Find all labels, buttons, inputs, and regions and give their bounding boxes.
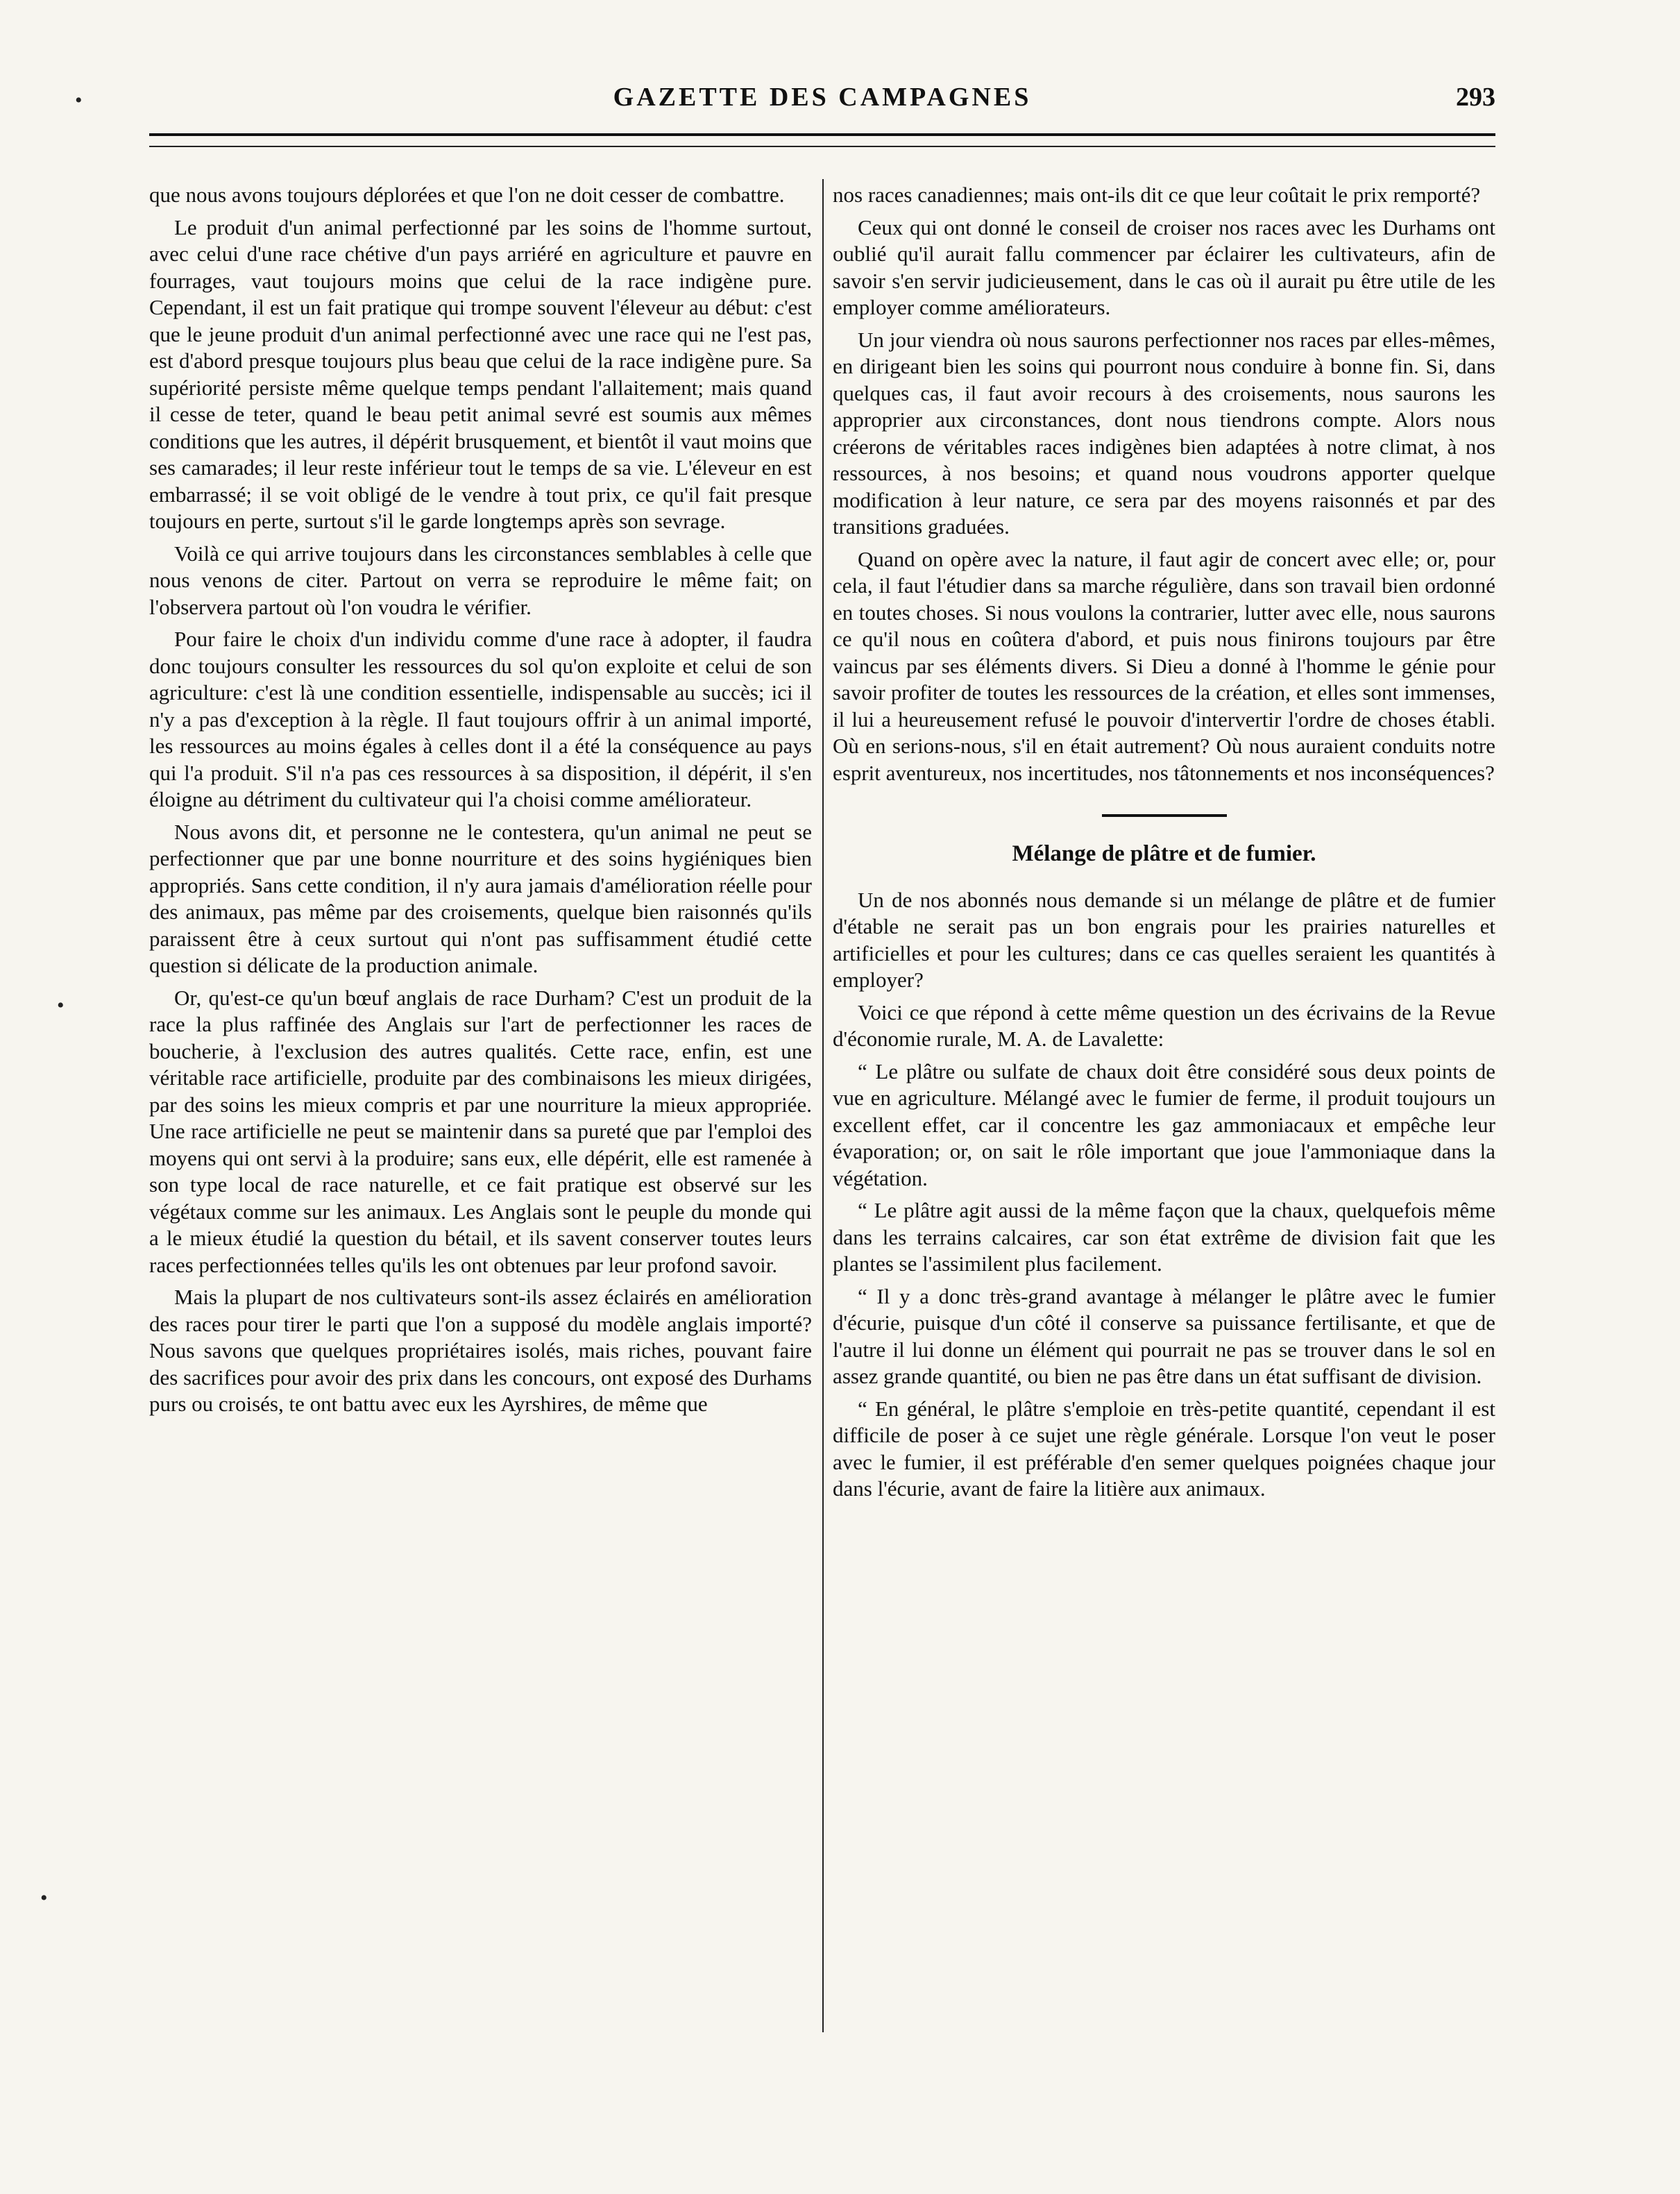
paragraph: Quand on opère avec la nature, il faut agir de concert avec elle; or, pour cela, il faut l'étudier dans sa marche régulière, dans son travail bien ordonné en toutes choses. Si nous voulons la contrarier, lutter avec elle, nous saurons ce qu'il nous en coûtera d'abord, et puis nous finirons toujours par être vaincus par ses éléments divers. Si Dieu a donné à l'homme le génie pour savoir profiter de toutes les ressources de la création, et elles sont immenses, il lui a heureusement refusé le pouvoir d'intervertir l'ordre de choses établi. Où en serions-nous, s'il en était autrement? Où nous auraient conduits notre esprit aventureux, nos incertitudes, nos tâtonnements et nos inconséquences? [833, 546, 1495, 785]
paragraph: “ Le plâtre agit aussi de la même façon que la chaux, quelquefois même dans les terrains calcaires, car son état extrême de division fait que les plantes se l'assimilent plus facilement. [833, 1198, 1495, 1276]
paragraph: Mais la plupart de nos cultivateurs sont-ils assez éclairés en amélioration des races pour tirer le parti que l'on a supposé du modèle anglais importé? Nous savons que quelques propriétaires isolés, mais riches, pouvant faire des sacrifices pour avoir des prix dans les concours, ont exposé des Durhams purs ou croisés, te ont battu avec eux les Ayrshires, de même que [149, 1285, 812, 1416]
paragraph: Un jour viendra où nous saurons perfectionner nos races par elles-mêmes, en dirigeant bien les soins qui pourront nous conduire à bonne fin. Si, dans quelques cas, il faut avoir recours à des croisements, nous saurons les approprier aux circonstances, dont nous tiendrons compte. Alors nous créerons de véritables races indigènes bien adaptées à notre climat, à nos ressources, à nos besoins; et quand nous voudrons apporter quelque modification à leur nature, ce sera par des moyens raisonnés et par des transitions graduées. [833, 327, 1495, 539]
paragraph: nos races canadiennes; mais ont-ils dit ce que leur coûtait le prix remporté? [833, 183, 1481, 207]
paragraph: Nous avons dit, et personne ne le contestera, qu'un animal ne peut se perfectionner que par une bonne nourriture et des soins hygiéniques bien appropriés. Sans cette condition, il n'y aura jamais d'amélioration réelle pour des animaux, pas même par des croisements, quelque bien raisonnés qu'ils paraissent être à ceux surtout qui n'ont pas suffisamment étudié cette question si délicate de la production animale. [149, 819, 812, 977]
margin-mark: • [40, 1887, 48, 1909]
page-number: 293 [1456, 83, 1495, 112]
section-title: Mélange de plâtre et de fumier. [1012, 841, 1316, 866]
publication-title: GAZETTE DES CAMPAGNES [613, 83, 1032, 112]
section-separator [1102, 814, 1227, 817]
header-rule-thin [149, 146, 1495, 147]
page-header [149, 82, 1495, 117]
paragraph: Voici ce que répond à cette même question un des écrivains de la Revue d'économie rurale, M. A. de Lavalette: [833, 999, 1495, 1051]
left-column [149, 182, 812, 2014]
margin-mark: • [75, 89, 83, 112]
paragraph: Un de nos abonnés nous demande si un mélange de plâtre et de fumier d'étable ne serait pas un bon engrais pour les prairies naturelles et artificielles et pour les cultures; dans ce cas quelles seraient les quantités à employer? [833, 887, 1495, 992]
header-rule [149, 133, 1495, 136]
paragraph: Ceux qui ont donné le conseil de croiser nos races avec les Durhams ont oublié qu'il aurait fallu commencer par éclairer les cultivateurs, afin de savoir s'en servir judicieusement, dans le cas où il aurait pu être utile de les employer comme améliorateurs. [833, 214, 1495, 319]
paragraph: Voilà ce qui arrive toujours dans les circonstances semblables à celle que nous venons de citer. Partout on verra se reproduire le même fait; on l'observera partout où l'on voudra le vérifier. [149, 541, 812, 619]
paragraph: “ En général, le plâtre s'emploie en très-petite quantité, cependant il est difficile de poser à ce sujet une règle générale. Lorsque l'on veut le poser avec le fumier, il est préférable d'en semer quelques poignées chaque jour dans l'écurie, avant de faire la litière aux animaux. [833, 1396, 1495, 1501]
margin-mark: • [57, 994, 65, 1017]
paragraph: Or, qu'est-ce qu'un bœuf anglais de race Durham? C'est un produit de la race la plus raffinée des Anglais sur l'art de perfectionner les races de boucherie, à l'exclusion des autres qualités. Cette race, enfin, est une véritable race artificielle, produite par des combinaisons les mieux dirigées, par des soins les mieux compris et par une nourriture la mieux appropriée. Une race artificielle ne peut se maintenir dans sa pureté que par l'emploi des moyens qui ont servi à la produire; sans eux, elle dépérit, elle est ramenée à son type local de race naturelle, et ce fait pratique est observé sur les végétaux comme sur les animaux. Les Anglais sont le peuple du monde qui a le mieux étudié la question du bétail, et ils savent conserver toutes leurs races perfectionnées telles qu'ils les ont obtenues par leur profond savoir. [149, 985, 812, 1277]
column-divider [822, 179, 824, 2032]
paragraph: que nous avons toujours déplorées et que l'on ne doit cesser de combattre. [149, 183, 785, 207]
paragraph: “ Il y a donc très-grand avantage à mélanger le plâtre avec le fumier d'écurie, puisque d'un côté il conserve sa puissance fertilisante, et que de l'autre il lui donne un élément qui pourrait ne pas se trouver dans le sol en assez grande quantité, ou bien ne pas être dans un état suffisant de division. [833, 1283, 1495, 1388]
right-column [833, 182, 1495, 2014]
paragraph: “ Le plâtre ou sulfate de chaux doit être considéré sous deux points de vue en agriculture. Mélangé avec le fumier de ferme, il produit toujours un excellent effet, car il concentre les gaz ammoniacaux et empêche leur évaporation; or, on sait le rôle important que joue l'ammoniaque dans la végétation. [833, 1058, 1495, 1190]
paragraph: Pour faire le choix d'un individu comme d'une race à adopter, il faudra donc toujours consulter les ressources du sol qu'on exploite et celui de son agriculture: c'est là une condition essentielle, indispensable au succès; ici il n'y a pas d'exception à la règle. Il faut toujours offrir à un animal importé, les ressources au moins égales à celles dont il a été la conséquence au pays qui l'a produit. S'il n'a pas ces ressources à sa disposition, il dépérit, il s'en éloigne au détriment du cultivateur qui l'a choisi comme améliorateur. [149, 627, 812, 811]
paragraph: Le produit d'un animal perfectionné par les soins de l'homme surtout, avec celui d'une race chétive d'un pays arriéré en agriculture et pauvre en fourrages, vaut toujours moins que celui de la race indigène pure. Cependant, il est un fait pratique qui trompe souvent l'éleveur au début: c'est que le jeune produit d'un animal perfectionné avec une race qui ne l'est pas, est d'abord presque toujours plus beau que celui de la race indigène pure. Sa supériorité persiste même quelque temps pendant l'allaitement; mais quand il cesse de teter, quand le beau petit animal sevré est soumis aux mêmes conditions que les autres, il dépérit brusquement, et bientôt il vaut moins que ses camarades; il leur reste inférieur tout le temps de sa vie. L'éleveur en est embarrassé; il se voit obligé de le vendre à tout prix, ce qu'il fait presque toujours en perte, surtout s'il le garde longtemps après son sevrage. [149, 214, 812, 533]
